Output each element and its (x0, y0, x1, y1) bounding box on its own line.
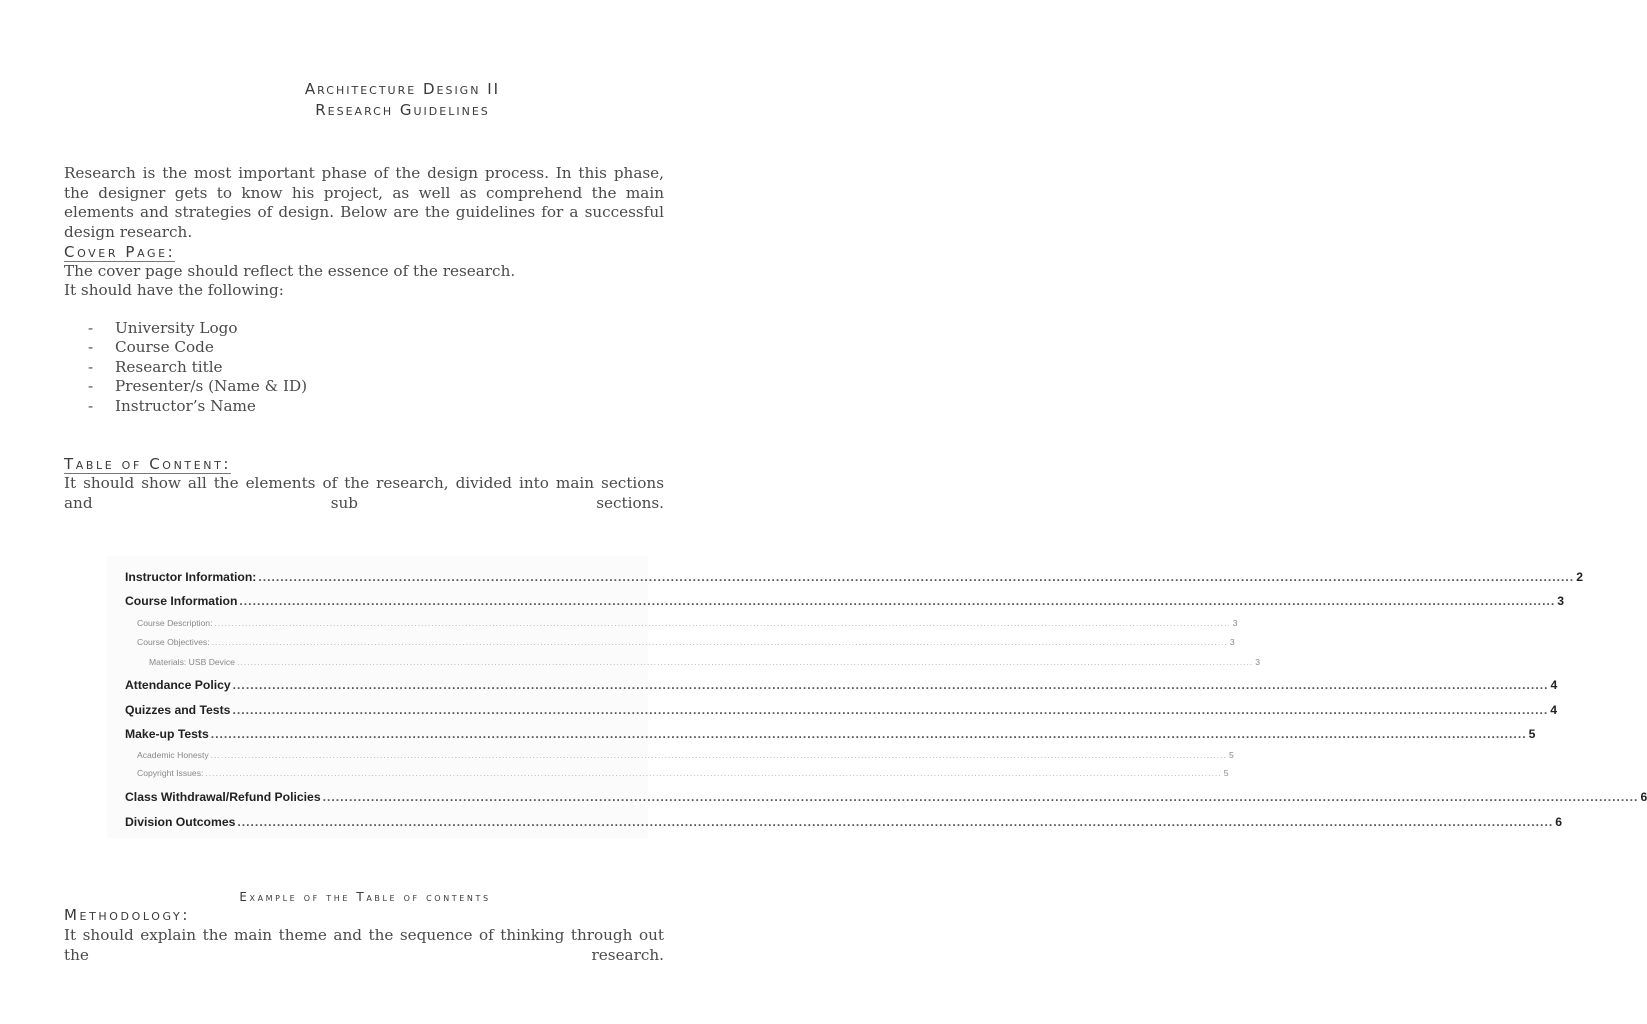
toc-entry-leader: ............................................................................................................................................................................................................................................................................................................ (258, 570, 1575, 584)
toc-entry (125, 790, 1647, 804)
list-item-text: University Logo (115, 319, 238, 337)
toc-entry-label: Quizzes and Tests (125, 703, 231, 717)
toc-entry (149, 657, 1261, 667)
toc-entry-label: Course Objectives: (137, 637, 210, 647)
toc-entry-page: 2 (1576, 570, 1583, 584)
methodology-heading: Methodology: (64, 906, 191, 924)
list-item: - Research title (88, 357, 223, 376)
toc-entry-page: 4 (1550, 678, 1558, 692)
toc-entry (125, 678, 1558, 692)
toc-entry-page: 3 (1255, 657, 1261, 667)
toc-entry-label: Division Outcomes (125, 815, 236, 829)
toc-entry-page: 3 (1232, 618, 1238, 628)
toc-entry-label: Course Information (125, 594, 238, 608)
list-item-text: Presenter/s (Name & ID) (115, 377, 308, 396)
document-subtitle: Research Guidelines (315, 101, 490, 119)
toc-entry-page: 5 (1228, 750, 1234, 760)
list-item: - University Logo (88, 319, 238, 337)
toc-entry-leader: ............................................................................................................................................................................................................................................................................................................ (239, 594, 1556, 608)
toc-entry (137, 750, 1234, 760)
toc-entry-label: Materials: USB Device (149, 657, 235, 667)
cover-page-text-2: It should have the following: (64, 281, 284, 299)
document-title: Architecture Design II (304, 80, 501, 98)
toc-entry (125, 570, 1583, 584)
toc-example-image (107, 556, 1647, 838)
toc-entry-page: 6 (1640, 790, 1647, 804)
toc-entry-leader: ............................................................................................................................................................................................................................................................................................................ (237, 815, 1554, 829)
toc-entry-leader: ............................................................................................................................................................................................................................................................................................................ (322, 790, 1639, 804)
toc-entry-label: Make-up Tests (125, 727, 209, 741)
table-of-content-text: It should show all the elements of the research, divided into main sections and sub sections. (64, 474, 664, 512)
list-item: - Instructor’s Name (88, 396, 256, 415)
toc-entry-leader: ............................................................................................................................................................................................................................................................................................................ (232, 678, 1549, 692)
toc-entry-leader: ............................................................................................................................................................................................................................................................................................................ (214, 618, 1231, 628)
toc-entry-page: 3 (1557, 594, 1565, 608)
toc-entry-label: Class Withdrawal/Refund Policies (125, 790, 321, 804)
toc-entry-label: Course Description: (137, 618, 213, 628)
list-item-text: Course Code (115, 338, 214, 357)
toc-entry-label: Attendance Policy (125, 678, 231, 692)
toc-entry-leader: ............................................................................................................................................................................................................................................................................................................ (210, 727, 1527, 741)
table-of-content-heading-text: Table of Content: (64, 455, 232, 473)
toc-entry-page: 6 (1555, 815, 1562, 829)
toc-entry (125, 594, 1565, 608)
toc-entry-leader: ............................................................................................................................................................................................................................................................................................................ (236, 657, 1254, 667)
list-item: - Presenter/s (Name & ID) (88, 377, 308, 396)
toc-entry-page: 4 (1550, 703, 1558, 717)
toc-entry-page: 5 (1223, 768, 1229, 778)
toc-entry (137, 618, 1238, 628)
toc-entry (125, 727, 1536, 741)
list-item-text: Instructor’s Name (115, 396, 256, 415)
toc-entry-label: Instructor Information: (125, 570, 257, 584)
toc-entry (125, 703, 1558, 717)
toc-entry-label: Academic Honesty (137, 750, 209, 760)
toc-entry (125, 815, 1562, 829)
cover-page-heading (64, 243, 175, 261)
toc-entry-leader: ............................................................................................................................................................................................................................................................................................................ (232, 703, 1549, 717)
toc-example-caption: Example of the Table of contents (239, 890, 491, 904)
toc-entry-leader: ............................................................................................................................................................................................................................................................................................................ (210, 750, 1227, 760)
toc-entry (137, 637, 1235, 647)
cover-page-heading-text: Cover Page: (64, 243, 176, 261)
methodology-text: It should explain the main theme and the sequence of thinking through out the research. (64, 926, 664, 964)
toc-entry-leader: ............................................................................................................................................................................................................................................................................................................ (205, 768, 1222, 778)
toc-entry-page: 5 (1528, 727, 1536, 741)
list-item: - Course Code (88, 338, 214, 357)
intro-paragraph: Research is the most important phase of the design process. In this phase, the designer gets to know his project, as well as comprehend the main elements and strategies of design. Below are the guidelines for a successful design research. (64, 164, 664, 241)
toc-entry-page: 3 (1229, 637, 1235, 647)
toc-entry-leader: ............................................................................................................................................................................................................................................................................................................ (211, 637, 1228, 647)
cover-page-list (88, 319, 307, 416)
toc-entry-label: Copyright Issues: (137, 768, 204, 778)
table-of-content-heading (64, 455, 231, 473)
cover-page-text-1: The cover page should reflect the essence of the research. (64, 262, 516, 280)
toc-entry (137, 768, 1229, 778)
list-item-text: Research title (115, 357, 223, 376)
